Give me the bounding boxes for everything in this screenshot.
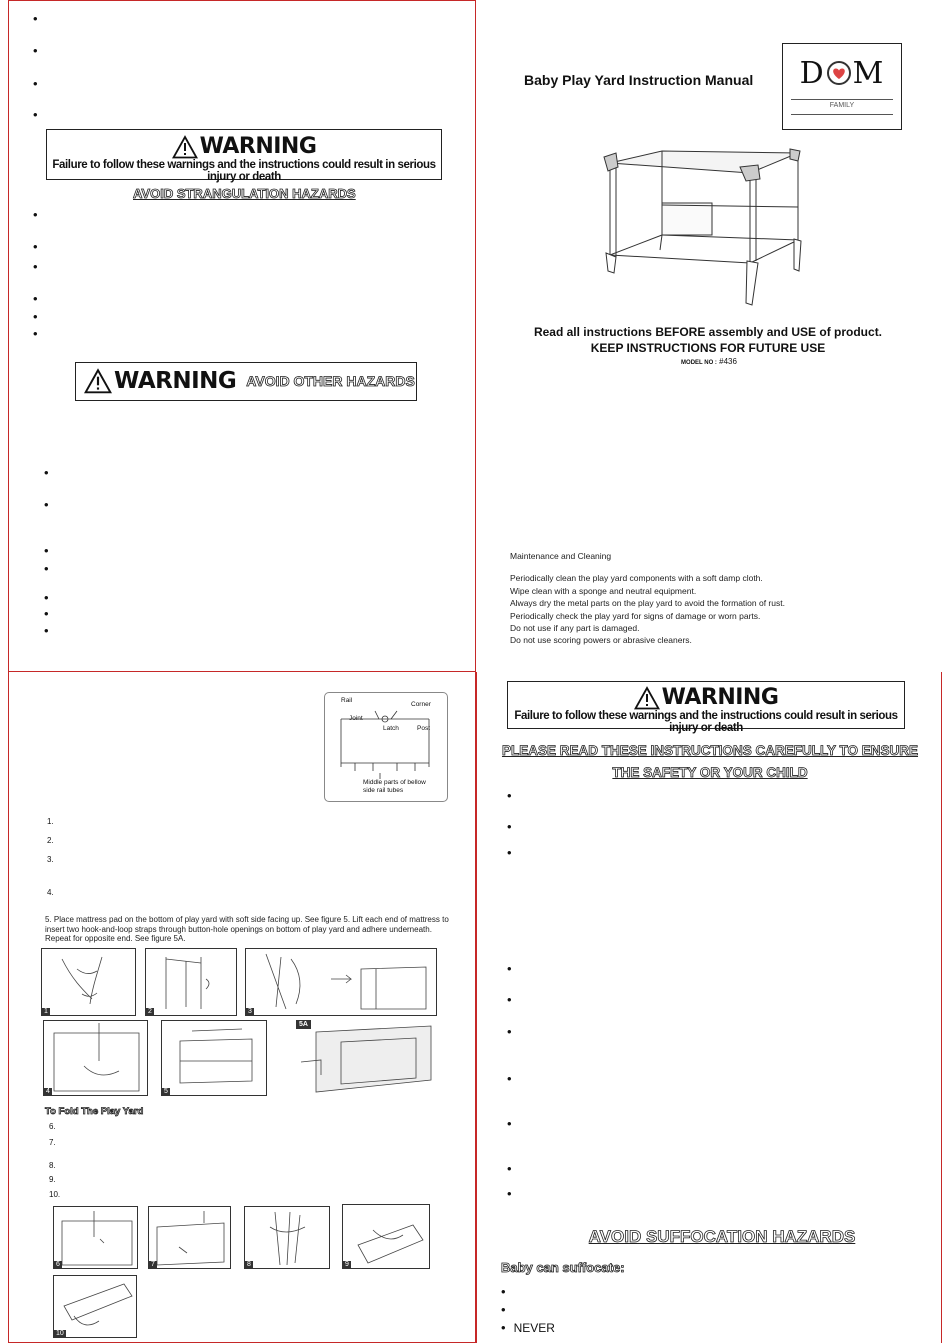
maintenance-heading: Maintenance and Cleaning	[510, 551, 612, 561]
list-item	[33, 109, 46, 121]
list-item	[33, 241, 46, 253]
hands-unfold-icon	[42, 949, 135, 1015]
figure-number: 8	[247, 1261, 251, 1268]
maintenance-section	[510, 550, 785, 647]
playyard-illustration	[602, 145, 802, 310]
warning-subtext: Failure to follow these warnings and the instructions could result in serious injury or death	[514, 710, 898, 734]
step-number: 6.	[49, 1122, 56, 1131]
frame-expand-icon	[246, 949, 436, 1015]
list-item	[507, 1073, 520, 1085]
label-corner: Corner	[411, 701, 431, 708]
page-assembly	[8, 672, 476, 1343]
warning-triangle-icon	[84, 368, 112, 394]
maintenance-line: Do not use if any part is damaged.	[510, 623, 640, 634]
page-top-left	[8, 0, 476, 672]
figure-number: 2	[148, 1008, 152, 1015]
warning-triangle-icon	[634, 686, 660, 710]
list-item	[44, 563, 57, 575]
unlatch-rail-icon	[149, 1207, 230, 1268]
list-item	[44, 625, 57, 637]
collapse-frame-icon	[245, 1207, 329, 1268]
list-item	[507, 790, 520, 802]
read-heading-line1: PLEASE READ THESE INSTRUCTIONS CAREFULLY TO ENSURE	[501, 743, 919, 758]
figure-4	[43, 1020, 148, 1096]
figure-number: 9	[345, 1261, 349, 1268]
figure-10	[53, 1275, 137, 1338]
warning-box	[507, 681, 905, 734]
list-item	[507, 1188, 520, 1200]
read-instructions: Read all instructions BEFORE assembly and USE of product. KEEP INSTRUCTIONS FOR FUTURE USE	[533, 325, 883, 355]
label-middle: Middle parts of bellow side rail tubes	[363, 779, 426, 794]
logo-family-text: FAMILY	[829, 102, 855, 109]
step-number: 7.	[49, 1138, 56, 1147]
page-cover	[476, 0, 942, 672]
list-item	[507, 1118, 520, 1130]
figure-number: 3	[248, 1008, 252, 1015]
figure-5a	[296, 1020, 436, 1098]
fasten-strap-icon	[54, 1276, 136, 1337]
model-value: #436	[719, 357, 737, 366]
figure-number: 5A	[296, 1020, 311, 1029]
read-heading-line2: THE SAFETY OR YOUR CHILD	[612, 765, 808, 780]
read-instructions-heading	[477, 740, 942, 784]
frame-diagram-icon	[335, 707, 439, 779]
figure-5	[161, 1020, 267, 1096]
push-center-icon	[44, 1021, 147, 1095]
pull-center-icon	[54, 1207, 137, 1268]
list-item	[501, 1304, 514, 1316]
list-item	[33, 293, 46, 305]
logo-letter-left: D	[799, 56, 825, 91]
suffocate-label: Baby can suffocate:	[501, 1260, 625, 1275]
list-item	[33, 45, 46, 57]
suffocation-title: AVOID SUFFOCATION HAZARDS	[588, 1227, 856, 1246]
figure-number: 1	[44, 1008, 48, 1015]
figure-2	[145, 948, 237, 1016]
list-item	[33, 13, 46, 25]
list-item	[33, 311, 46, 323]
strangulation-title: AVOID STRANGULATION HAZARDS	[133, 186, 356, 201]
figure-number: 5	[164, 1088, 168, 1095]
step-5-text: 5. Place mattress pad on the bottom of play yard with soft side facing up. See figure 5. Lift each end of mattress to insert two hook-and-loop straps through button-hole openings on bottom of play yard and adhere underneath. Repeat for opposite end. See figure 5A.	[45, 915, 449, 943]
label-joint: Joint	[349, 715, 363, 722]
fold-title: To Fold The Play Yard	[45, 1106, 144, 1117]
maintenance-line: Periodically clean the play yard components with a soft damp cloth.	[510, 573, 763, 584]
warning-triangle-icon	[172, 135, 198, 159]
figure-9	[342, 1204, 430, 1269]
list-item	[44, 545, 57, 557]
list-item	[507, 821, 520, 833]
manual-title: Baby Play Yard Instruction Manual	[524, 72, 754, 88]
figure-3	[245, 948, 437, 1016]
step-number: 4.	[47, 888, 54, 897]
heart-logo-icon	[826, 61, 852, 85]
figure-number: 10	[56, 1330, 64, 1337]
maintenance-line: Wipe clean with a sponge and neutral equipment.	[510, 585, 697, 596]
warning-box	[46, 129, 442, 183]
brand-logo	[782, 43, 902, 130]
maintenance-line: Do not use scoring powers or abrasive cleaners.	[510, 635, 692, 646]
page-safety	[476, 672, 942, 1343]
mattress-strap-icon	[296, 1020, 436, 1098]
label-rail: Rail	[341, 697, 353, 704]
figure-number: 7	[151, 1261, 155, 1268]
list-item	[44, 592, 57, 604]
figure-8	[244, 1206, 330, 1269]
maintenance-line: Always dry the metal parts on the play yard to avoid the formation of rust.	[510, 598, 785, 609]
list-item	[507, 963, 520, 975]
frame-rotate-icon	[146, 949, 236, 1015]
figure-number: 6	[56, 1261, 60, 1268]
warning-heading: WARNING	[114, 368, 237, 394]
logo-letter-right: M	[852, 56, 885, 91]
parts-diagram	[324, 692, 448, 802]
list-item	[33, 209, 46, 221]
list-item	[44, 467, 57, 479]
model-number	[476, 357, 942, 366]
figure-6	[53, 1206, 138, 1269]
list-item	[33, 328, 46, 340]
step-number: 10.	[49, 1190, 61, 1199]
step-number: 9.	[49, 1175, 56, 1184]
other-hazards-title: AVOID OTHER HAZARDS	[246, 373, 415, 389]
model-label: MODEL NO :	[681, 360, 717, 366]
list-item	[44, 608, 57, 620]
maintenance-line: Periodically check the play yard for signs of damage or worn parts.	[510, 610, 761, 621]
step-number: 8.	[49, 1161, 56, 1170]
list-item	[33, 261, 46, 273]
warning-box-other	[75, 362, 417, 401]
warning-heading: WARNING	[661, 685, 779, 710]
list-item: • NEVER	[501, 1322, 555, 1334]
list-item	[507, 1163, 520, 1175]
warning-subtext: Failure to follow these warnings and the instructions could result in serious injury or death	[52, 159, 436, 183]
label-latch: Latch	[383, 725, 399, 732]
list-item	[44, 499, 57, 511]
warning-heading: WARNING	[199, 134, 317, 159]
list-item	[507, 1026, 520, 1038]
figure-1	[41, 948, 136, 1016]
figure-number: 4	[46, 1088, 50, 1095]
list-item	[507, 847, 520, 859]
figure-7	[148, 1206, 231, 1269]
step-number: 2.	[47, 836, 54, 845]
step-number: 1.	[47, 817, 54, 826]
list-item	[507, 994, 520, 1006]
step-number: 3.	[47, 855, 54, 864]
wrap-mattress-icon	[343, 1205, 429, 1268]
playyard-mattress-icon	[162, 1021, 266, 1095]
list-item	[33, 78, 46, 90]
list-item	[501, 1286, 514, 1298]
label-post: Post	[417, 725, 431, 732]
